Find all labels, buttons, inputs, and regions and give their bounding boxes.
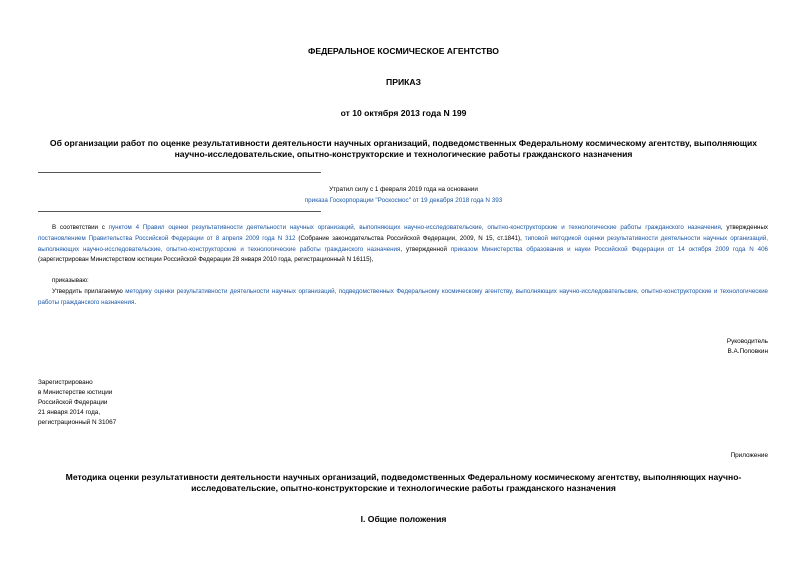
- ministry-order-link[interactable]: приказом Министерства образования и науки Российской Федерации от 14 октября 2009 года N 406: [450, 245, 768, 253]
- agency-heading: ФЕДЕРАЛЬНОЕ КОСМИЧЕСКОЕ АГЕНТСТВО: [308, 46, 499, 56]
- appendix-title-line-2: исследовательские, опытно-конструкторские и технологические работы гражданского назначения: [191, 483, 616, 493]
- order-title-line-1: Об организации работ по оценке результативности деятельности научных организаций, подведомственных Федеральному космическому агентству, выполняющих: [49, 138, 758, 148]
- appendix-title: [30, 472, 777, 494]
- methodology-link[interactable]: методику оценки результативности деятельности научных организаций, подведомственных Федеральному космическому агентству, выполняющих научно-исследовательские, опытно-конструкторские и технологические работы гражданского назначения: [38, 288, 768, 306]
- status-note-link[interactable]: приказа Госкорпорации "Роскосмос" от 19 декабря 2018 года N 393: [304, 197, 503, 204]
- approve-paragraph: [38, 287, 768, 309]
- signature-block: [727, 337, 768, 357]
- signature-role: Руководитель: [726, 338, 768, 345]
- approve-text-2: .: [134, 298, 137, 306]
- doc-type-heading: ПРИКАЗ: [386, 77, 421, 87]
- preamble-paragraph: [38, 223, 768, 266]
- order-title-line-2: научно-исследовательские, опытно-конструкторские и технологические работы гражданского назначения: [174, 149, 633, 159]
- registration-line-5: регистрационный N 31067: [38, 419, 117, 426]
- appendix-label: Приложение: [730, 452, 768, 459]
- preamble-text-1: В соответствии с: [52, 224, 109, 231]
- divider-bottom: [38, 211, 321, 212]
- status-note: [0, 184, 807, 206]
- section-heading: I. Общие положения: [360, 514, 447, 524]
- registration-line-1: Зарегистрировано: [38, 379, 93, 386]
- status-note-text: Утратил силу с 1 февраля 2019 года на основании: [329, 186, 478, 193]
- preamble-text-3: (Собрание законодательства Российской Федерации, 2009, N 15, ст.1841),: [295, 234, 525, 242]
- date-number-heading: от 10 октября 2013 года N 199: [340, 108, 467, 118]
- typical-method-link[interactable]: типовой методикой оценки результативности деятельности научных организаций, выполняющих научно-исследовательские, опытно-конструкторские и технологические работы гражданского назначения: [38, 234, 768, 253]
- registration-block: [38, 378, 116, 428]
- order-title: [30, 138, 777, 160]
- registration-line-3: Российской Федерации: [38, 399, 108, 406]
- approve-text-1: Утвердить прилагаемую: [52, 288, 126, 295]
- order-word: приказываю:: [52, 277, 89, 284]
- registration-line-4: 21 января 2014 года,: [38, 409, 101, 416]
- signature-name: В.А.Поповкин: [727, 348, 768, 355]
- preamble-text-5: (зарегистрирован Министерством юстиции Российской Федерации 28 января 2010 года, регистрационный N 16115),: [38, 256, 374, 264]
- divider-top: [38, 172, 321, 173]
- appendix-title-line-1: Методика оценки результативности деятельности научных организаций, подведомственных Федеральному космическому агентству, выполняющих научно-: [65, 472, 742, 482]
- preamble-text-4: , утвержденной: [400, 245, 451, 253]
- rules-link[interactable]: пунктом 4 Правил оценки результативности деятельности научных организаций, выполняющих научно-исследовательские, опытно-конструкторские и технологические работы гражданского назначения: [108, 224, 721, 231]
- resolution-link[interactable]: постановлением Правительства Российской Федерации от 8 апреля 2009 года N 312: [38, 234, 296, 242]
- preamble-text-2: , утвержденных: [720, 224, 768, 231]
- registration-line-2: в Министерстве юстиции: [38, 389, 113, 396]
